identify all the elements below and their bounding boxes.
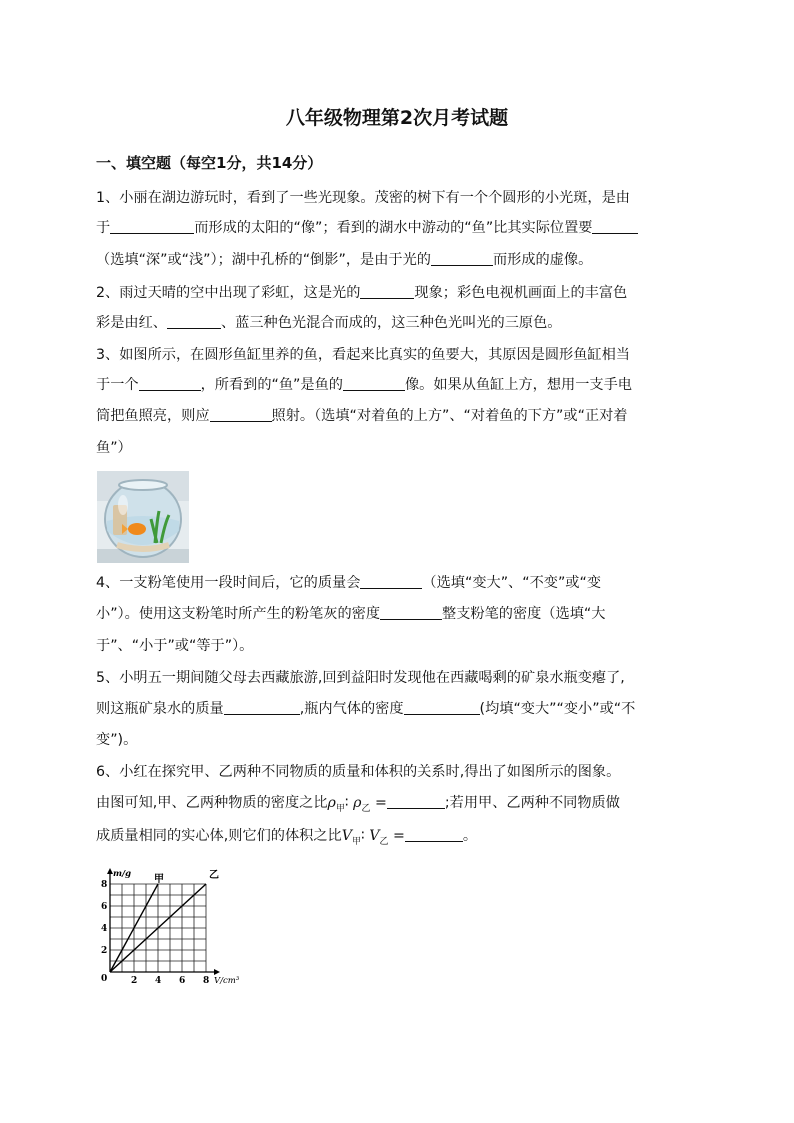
section-heading-fill-blank: 一、填空题（每空1分，共14分） [96, 154, 323, 172]
answer-blank[interactable] [405, 826, 463, 842]
q6-line-1: 6、小红在探究甲、乙两种不同物质的质量和体积的关系时,得出了如图所示的图象。 [96, 764, 621, 780]
x-tick-label: 8 [203, 976, 210, 986]
q3-line-1: 3、如图所示，在圆形鱼缸里养的鱼，看起来比真实的鱼要大，其原因是圆形鱼缸相当 [96, 347, 630, 363]
mass-volume-graph [98, 860, 248, 990]
y-tick-label: 2 [101, 946, 108, 956]
x-tick-label: 4 [155, 976, 162, 986]
answer-blank[interactable] [380, 604, 442, 620]
answer-blank[interactable] [210, 406, 272, 422]
q1-line-2: 于 而形成的太阳的“像”；看到的湖水中游动的“鱼”比其实际位置要 [96, 218, 706, 238]
q6-line-2: 由图可知,甲、乙两种物质的密度之比$\rho_甲∶$ $\rho_乙$ = ;若用甲、乙两种不同物质做 [96, 795, 620, 814]
answer-blank[interactable] [343, 375, 405, 391]
q2-line-1: 2、雨过天晴的空中出现了彩虹，这是光的 现象；彩色电视机画面上的丰富色 [96, 285, 628, 301]
answer-blank[interactable] [167, 313, 221, 329]
q5-line-3: 变”)。 [96, 732, 138, 748]
q5-line-2: 则这瓶矿泉水的质量 ,瓶内气体的密度 (均填“变大”“变小”或“不 [96, 701, 636, 717]
answer-blank[interactable] [360, 283, 414, 299]
q5-line-1: 5、小明五一期间随父母去西藏旅游,回到益阳时发现他在西藏喝剩的矿泉水瓶变瘪了, [96, 670, 625, 686]
answer-blank[interactable] [139, 375, 201, 391]
y-tick-label: 6 [101, 902, 108, 912]
q4-line-3: 于”、“小于”或“等于”）。 [96, 638, 254, 654]
x-axis-label: V/cm³ [214, 976, 240, 986]
x-tick-label: 6 [179, 976, 186, 986]
q4-line-1: 4、一支粉笔使用一段时间后，它的质量会 （选填“变大”、“不变”或“变 [96, 575, 602, 591]
answer-blank[interactable] [387, 793, 445, 809]
y-tick-label: 0 [101, 974, 108, 984]
q3-line-2: 于一个 ，所看到的“鱼”是鱼的 像。如果从鱼缸上方，想用一支手电 [96, 377, 632, 393]
fish-bowl-photo [97, 471, 189, 563]
series-label: 甲 [154, 874, 164, 885]
y-axis-label: m/g [113, 869, 132, 879]
q2-line-2: 彩是由红、 、蓝三种色光混合而成的，这三种色光叫光的三原色。 [96, 315, 562, 331]
answer-blank[interactable] [360, 573, 422, 589]
x-tick-label: 2 [131, 976, 138, 986]
answer-blank[interactable] [404, 699, 480, 715]
series-label: 乙 [209, 870, 219, 881]
y-tick-label: 4 [101, 924, 108, 934]
fish-bowl-illustration [97, 471, 189, 563]
y-tick-label: 8 [101, 880, 108, 890]
q3-line-4: 鱼”） [96, 440, 132, 456]
x-axis-arrow [214, 969, 220, 975]
answer-blank[interactable] [224, 699, 300, 715]
q3-line-3: 筒把鱼照亮，则应 照射。（选填“对着鱼的上方”、“对着鱼的下方”或“正对着 [96, 408, 628, 424]
answer-blank[interactable] [431, 250, 493, 266]
q1-line-1: 1、小丽在湖边游玩时，看到了一些光现象。茂密的树下有一个个圆形的小光斑，是由 [96, 190, 630, 206]
exam-title: 八年级物理第2次月考试题 [285, 107, 509, 129]
q4-line-2: 小”）。使用这支粉笔时所产生的粉笔灰的密度 整支粉笔的密度（选填“大 [96, 606, 606, 622]
answer-blank[interactable] [592, 218, 638, 234]
q6-line-3: 成质量相同的实心体,则它们的体积之比$V_甲∶$ $V_乙$ = 。 [96, 828, 478, 847]
q1-line-3: （选填“深”或“浅”）；湖中孔桥的“倒影”，是由于光的 而形成的虚像。 [96, 252, 593, 268]
answer-blank[interactable] [110, 218, 194, 234]
